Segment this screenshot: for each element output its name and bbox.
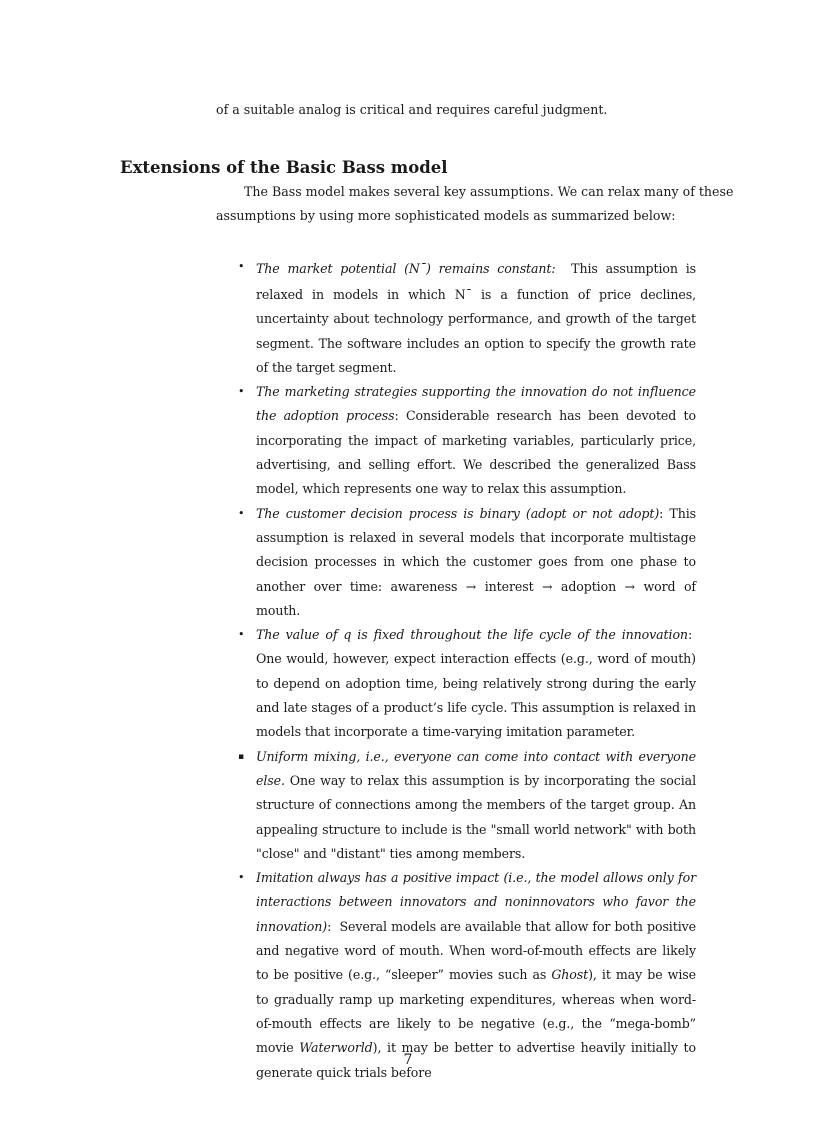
- item-separator: :: [327, 918, 332, 934]
- bullet-icon: •: [238, 506, 245, 520]
- item-assumption: Imitation always has a positive impact (i.e., the model allows only for interactions between innovators and noninnovators who favor the innovation): [256, 870, 696, 934]
- section-intro-line-2: assumptions by using more sophisticated models as summarized below:: [216, 208, 676, 223]
- item-body: Several models are available that allow for both positive and negative word of mouth. When word-of-mouth effects are likely to be positive (e.g., “sleeper” movies such as: [256, 918, 696, 983]
- list-item: [240, 380, 696, 501]
- item-body: One would, however, expect interaction effects (e.g., word of mouth) to depend on adoption time, being relatively strong during the early and late stages of a product’s life cycle. This assumption is relaxed in models that incorporate a time-varying imitation parameter.: [256, 651, 696, 740]
- item-separator: :: [659, 505, 664, 521]
- item-separator: :: [687, 627, 693, 643]
- item-separator: :: [551, 261, 556, 276]
- list-item: [240, 255, 696, 380]
- movie-title: Waterworld: [299, 1040, 373, 1056]
- item-body: Considerable research has been devoted to incorporating the impact of marketing variables, particularly price, advertising, and selling effort. We described the generalized Bass model, which represents one way to relax this assumption.: [256, 408, 696, 497]
- movie-title: Ghost: [551, 967, 589, 983]
- section-intro-paragraph: [216, 180, 734, 228]
- item-body: This assumption is relaxed in models in which N¯ is a function of price declines, uncertainty about technology performance, and growth of the target segment. The software includes an option to specify the growth rate of the target segment.: [256, 261, 696, 375]
- item-assumption: The customer decision process is binary (adopt or not adopt): [256, 505, 660, 521]
- item-body: This assumption is relaxed in several models that incorporate multistage decision processes in which the customer goes from one phase to another over time: awareness → interest → adoption → word of mouth.: [256, 505, 696, 618]
- item-lead: [256, 261, 571, 276]
- item-assumption: Uniform mixing, i.e., everyone can come into contact with everyone else: [256, 748, 696, 788]
- bullet-icon: •: [238, 385, 245, 399]
- section-intro-line-1: The Bass model makes several key assumptions. We can relax many of these: [244, 184, 734, 199]
- list-item: [240, 745, 696, 866]
- continued-paragraph: of a suitable analog is critical and requires careful judgment.: [216, 102, 608, 117]
- item-assumption: The marketing strategies supporting the innovation do not influence the adoption process: [256, 384, 696, 424]
- item-separator: .: [281, 772, 285, 788]
- assumptions-list: [240, 255, 696, 1085]
- item-body: ), it may be better to advertise heavily initially to generate quick trials before: [256, 1040, 696, 1080]
- item-assumption: The value of q is fixed throughout the life cycle of the innovation: [256, 627, 688, 643]
- bullet-icon: •: [238, 260, 245, 273]
- item-assumption: The market potential (N¯) remains constant: [256, 261, 552, 276]
- square-bullet-icon: ▪: [238, 751, 244, 762]
- bullet-icon: •: [238, 871, 245, 885]
- list-item: [240, 502, 696, 623]
- bullet-icon: •: [238, 628, 245, 642]
- section-heading: Extensions of the Basic Bass model: [120, 158, 448, 177]
- item-separator: :: [394, 408, 399, 424]
- page-number: 7: [403, 1052, 413, 1068]
- item-body: One way to relax this assumption is by incorporating the social structure of connections among the members of the target group. An appealing structure to include is the "small world network" with both "close" and "distant" ties among members.: [256, 772, 697, 861]
- item-body: ), it may be wise to gradually ramp up marketing expenditures, whereas when word-of-mouth effects are likely to be negative (e.g., the “mega-bomb” movie: [256, 967, 696, 1056]
- list-item: [240, 623, 696, 744]
